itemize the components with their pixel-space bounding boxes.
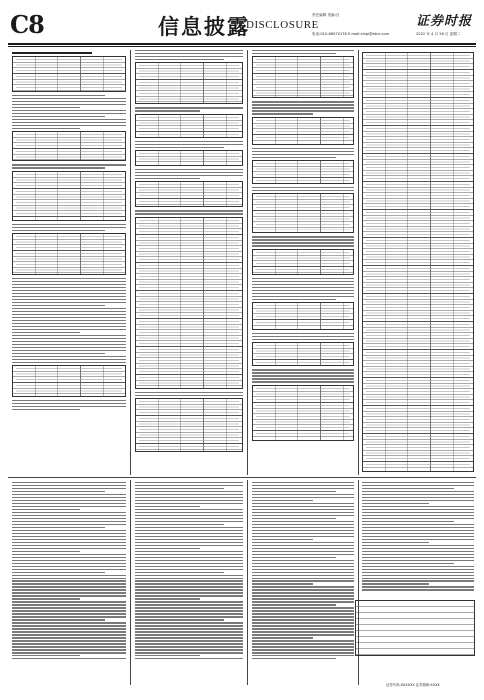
- announcement-column: [135, 482, 243, 682]
- header-rule-thin: [8, 46, 476, 47]
- data-table: [135, 181, 243, 207]
- editor-credit: 责任编辑 美编:白: [312, 13, 340, 17]
- data-table: [135, 217, 243, 389]
- data-table: [252, 302, 354, 330]
- data-table: [135, 398, 243, 452]
- announcement-column: [12, 482, 126, 682]
- signature-table: [355, 600, 475, 656]
- data-table: [135, 150, 243, 166]
- section-title: 信息披露: [158, 15, 250, 39]
- data-table: [135, 62, 243, 104]
- page-number: C8: [10, 10, 44, 39]
- announcement-column: [252, 50, 354, 475]
- section-title-english: DISCLOSURE: [246, 19, 319, 31]
- data-table: [252, 249, 354, 275]
- data-table: [252, 160, 354, 184]
- announcement-column: [12, 50, 126, 475]
- footer-note: 证券代码:XXXXXX 证券简称:XXXX: [386, 683, 440, 687]
- data-table: [12, 365, 126, 397]
- column-divider: [247, 50, 248, 475]
- announcement-column: [252, 482, 354, 682]
- data-table: [12, 56, 126, 92]
- data-table: [12, 131, 126, 161]
- data-table: [252, 193, 354, 233]
- announcement-column: [135, 50, 243, 475]
- data-table: [362, 52, 474, 472]
- data-table: [252, 56, 354, 98]
- header-rule: [8, 43, 476, 45]
- data-table: [135, 114, 243, 138]
- data-table: [12, 233, 126, 275]
- contact-info: 电话:010-66070176 E-mail:xinpi@stcn.com: [312, 32, 390, 36]
- data-table: [252, 342, 354, 366]
- column-divider: [247, 480, 248, 685]
- announcement-column: [362, 482, 474, 597]
- column-divider: [130, 480, 131, 685]
- issue-date: 2022 年 4 月 26 日 星期二: [416, 32, 461, 36]
- section-divider: [8, 477, 476, 478]
- column-divider: [130, 50, 131, 475]
- data-table: [12, 171, 126, 221]
- data-table: [252, 117, 354, 145]
- newspaper-logo: 证券时报: [416, 14, 473, 29]
- announcement-column: [362, 50, 474, 475]
- data-table: [252, 385, 354, 441]
- column-divider: [358, 50, 359, 475]
- masthead: [8, 8, 476, 42]
